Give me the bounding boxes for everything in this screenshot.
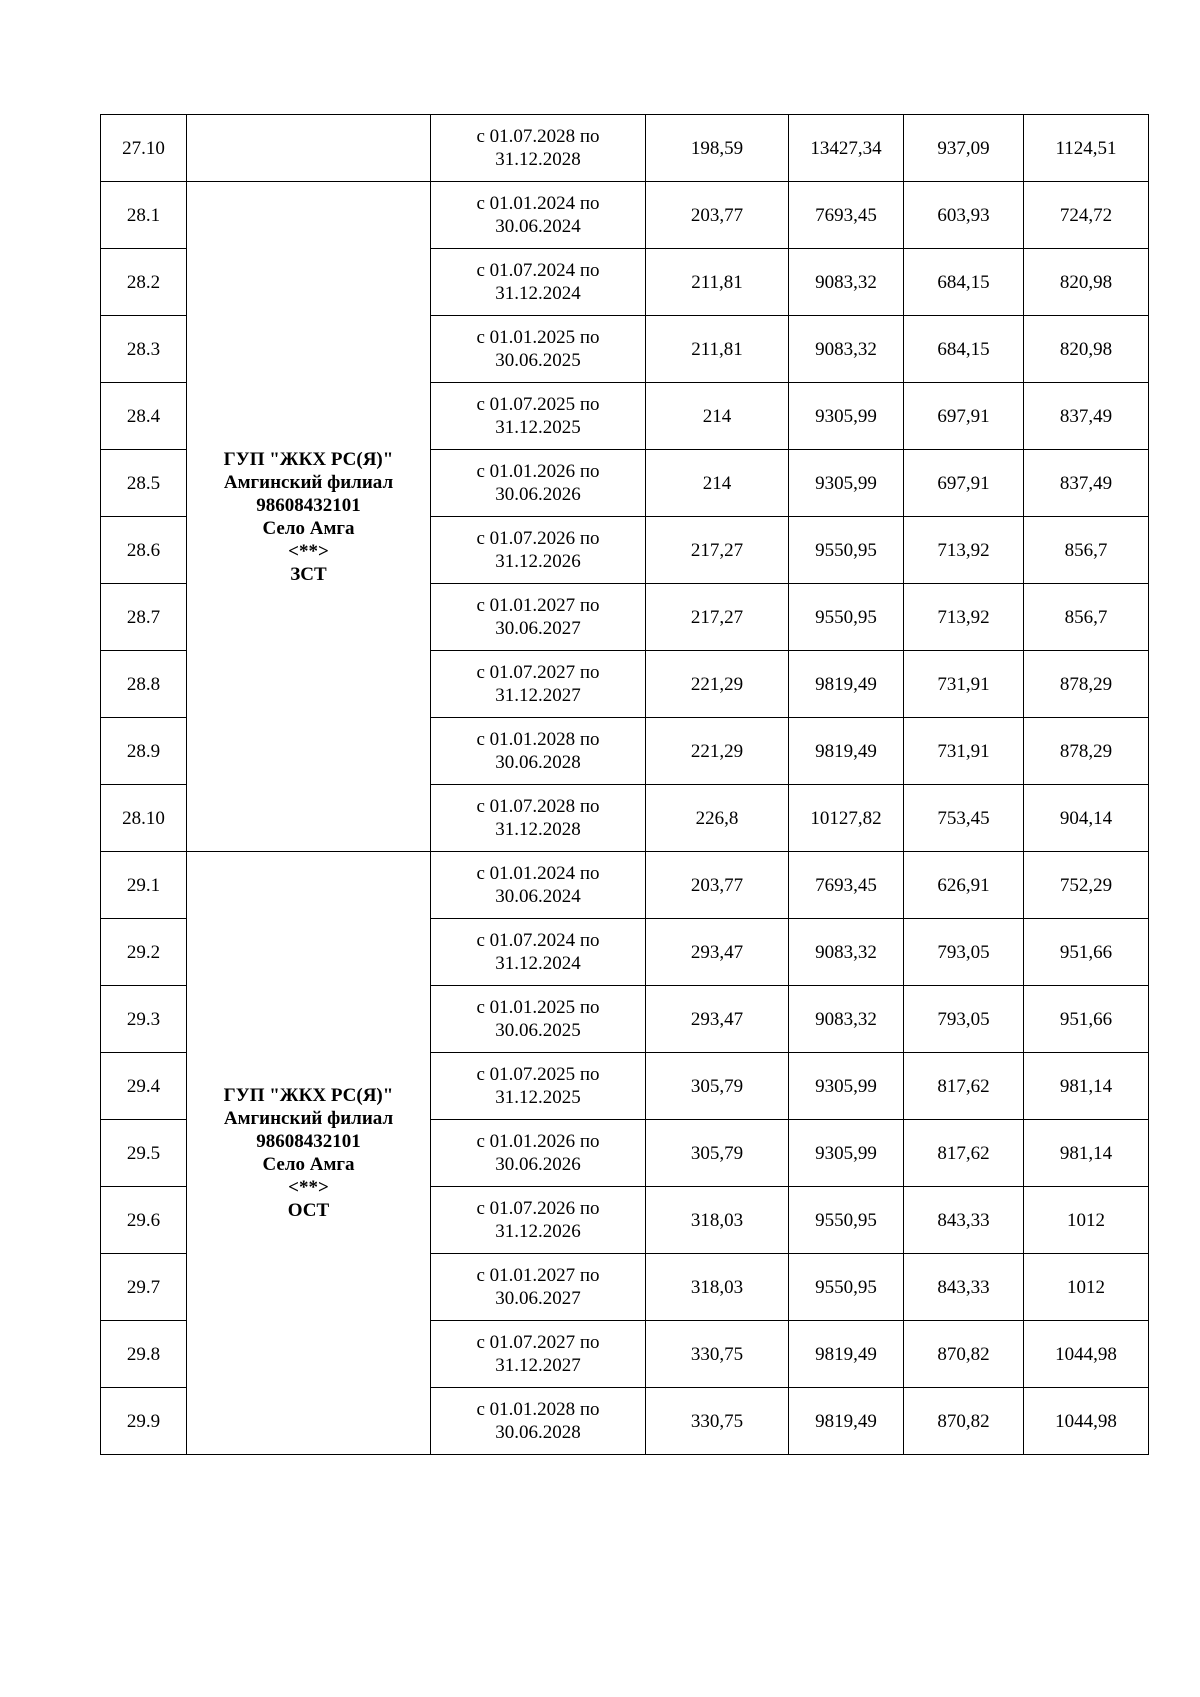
value-cell: 9550,95 xyxy=(789,517,904,584)
value-cell: 713,92 xyxy=(904,584,1024,651)
value-cell: 9305,99 xyxy=(789,1120,904,1187)
period-cell: с 01.01.2025 по 30.06.2025 xyxy=(431,316,646,383)
organization-code: 98608432101 xyxy=(256,1131,361,1152)
value-cell: 203,77 xyxy=(646,182,789,249)
period-cell: с 01.07.2024 по 31.12.2024 xyxy=(431,919,646,986)
tariff-table xyxy=(100,114,1149,1455)
row-number: 29.4 xyxy=(101,1053,187,1120)
period-cell: с 01.01.2027 по 30.06.2027 xyxy=(431,1254,646,1321)
value-cell: 1012 xyxy=(1024,1254,1149,1321)
value-cell: 697,91 xyxy=(904,383,1024,450)
value-cell: 981,14 xyxy=(1024,1120,1149,1187)
value-cell: 603,93 xyxy=(904,182,1024,249)
organization-branch: Амгинский филиал xyxy=(223,471,394,493)
row-number: 28.9 xyxy=(101,718,187,785)
value-cell: 7693,45 xyxy=(789,852,904,919)
organization-locality: Село Амга xyxy=(262,517,355,539)
organization-branch: Амгинский филиал xyxy=(223,1108,394,1129)
value-cell: 793,05 xyxy=(904,919,1024,986)
value-cell: 731,91 xyxy=(904,651,1024,718)
value-cell: 9305,99 xyxy=(789,450,904,517)
period-cell: с 01.01.2026 по 30.06.2026 xyxy=(431,450,646,517)
value-cell: 793,05 xyxy=(904,986,1024,1053)
value-cell: 305,79 xyxy=(646,1053,789,1120)
period-cell: с 01.07.2026 по 31.12.2026 xyxy=(431,517,646,584)
value-cell: 9305,99 xyxy=(789,1053,904,1120)
row-number: 28.3 xyxy=(101,316,187,383)
organization-locality: Село Амга xyxy=(262,1154,355,1175)
value-cell: 820,98 xyxy=(1024,249,1149,316)
organization-cell xyxy=(187,115,431,182)
period-cell: с 01.01.2028 по 30.06.2028 xyxy=(431,718,646,785)
value-cell: 305,79 xyxy=(646,1120,789,1187)
value-cell: 843,33 xyxy=(904,1187,1024,1254)
value-cell: 697,91 xyxy=(904,450,1024,517)
value-cell: 9305,99 xyxy=(789,383,904,450)
value-cell: 753,45 xyxy=(904,785,1024,852)
value-cell: 9083,32 xyxy=(789,249,904,316)
value-cell: 870,82 xyxy=(904,1388,1024,1455)
table-row xyxy=(101,182,1149,249)
period-cell: с 01.01.2028 по 30.06.2028 xyxy=(431,1388,646,1455)
row-number: 29.5 xyxy=(101,1120,187,1187)
value-cell: 1044,98 xyxy=(1024,1321,1149,1388)
value-cell: 626,91 xyxy=(904,852,1024,919)
value-cell: 226,8 xyxy=(646,785,789,852)
value-cell: 9550,95 xyxy=(789,1254,904,1321)
row-number: 29.6 xyxy=(101,1187,187,1254)
value-cell: 7693,45 xyxy=(789,182,904,249)
value-cell: 9083,32 xyxy=(789,919,904,986)
period-cell: с 01.07.2026 по 31.12.2026 xyxy=(431,1187,646,1254)
value-cell: 684,15 xyxy=(904,316,1024,383)
value-cell: 752,29 xyxy=(1024,852,1149,919)
value-cell: 198,59 xyxy=(646,115,789,182)
value-cell: 9083,32 xyxy=(789,986,904,1053)
value-cell: 904,14 xyxy=(1024,785,1149,852)
value-cell: 9550,95 xyxy=(789,1187,904,1254)
period-cell: с 01.01.2027 по 30.06.2027 xyxy=(431,584,646,651)
period-cell: с 01.01.2026 по 30.06.2026 xyxy=(431,1120,646,1187)
value-cell: 1012 xyxy=(1024,1187,1149,1254)
value-cell: 9819,49 xyxy=(789,1388,904,1455)
period-cell: с 01.07.2025 по 31.12.2025 xyxy=(431,1053,646,1120)
period-cell: с 01.01.2024 по 30.06.2024 xyxy=(431,182,646,249)
value-cell: 293,47 xyxy=(646,986,789,1053)
row-number: 28.2 xyxy=(101,249,187,316)
row-number: 29.2 xyxy=(101,919,187,986)
value-cell: 937,09 xyxy=(904,115,1024,182)
organization-cell xyxy=(187,852,431,1455)
value-cell: 981,14 xyxy=(1024,1053,1149,1120)
row-number: 28.1 xyxy=(101,182,187,249)
row-number: 28.8 xyxy=(101,651,187,718)
row-number: 29.9 xyxy=(101,1388,187,1455)
row-number: 27.10 xyxy=(101,115,187,182)
value-cell: 9550,95 xyxy=(789,584,904,651)
organization-note-mark: <**> xyxy=(288,540,329,562)
value-cell: 951,66 xyxy=(1024,919,1149,986)
table-row xyxy=(101,852,1149,919)
row-number: 28.10 xyxy=(101,785,187,852)
value-cell: 843,33 xyxy=(904,1254,1024,1321)
value-cell: 293,47 xyxy=(646,919,789,986)
row-number: 29.7 xyxy=(101,1254,187,1321)
value-cell: 837,49 xyxy=(1024,450,1149,517)
value-cell: 318,03 xyxy=(646,1187,789,1254)
value-cell: 13427,34 xyxy=(789,115,904,182)
value-cell: 724,72 xyxy=(1024,182,1149,249)
period-cell: с 01.01.2025 по 30.06.2025 xyxy=(431,986,646,1053)
value-cell: 731,91 xyxy=(904,718,1024,785)
organization-cell xyxy=(187,182,431,852)
value-cell: 9819,49 xyxy=(789,651,904,718)
value-cell: 870,82 xyxy=(904,1321,1024,1388)
value-cell: 713,92 xyxy=(904,517,1024,584)
period-cell: с 01.01.2024 по 30.06.2024 xyxy=(431,852,646,919)
value-cell: 203,77 xyxy=(646,852,789,919)
period-cell: с 01.07.2028 по 31.12.2028 xyxy=(431,115,646,182)
value-cell: 820,98 xyxy=(1024,316,1149,383)
value-cell: 214 xyxy=(646,450,789,517)
row-number: 29.8 xyxy=(101,1321,187,1388)
row-number: 28.6 xyxy=(101,517,187,584)
value-cell: 318,03 xyxy=(646,1254,789,1321)
value-cell: 330,75 xyxy=(646,1321,789,1388)
organization-note-mark: <**> xyxy=(288,1177,329,1198)
organization-code: 98608432101 xyxy=(256,494,361,516)
value-cell: 951,66 xyxy=(1024,986,1149,1053)
value-cell: 856,7 xyxy=(1024,517,1149,584)
organization-system-type: ЗСТ xyxy=(290,563,327,585)
value-cell: 221,29 xyxy=(646,651,789,718)
value-cell: 221,29 xyxy=(646,718,789,785)
value-cell: 817,62 xyxy=(904,1120,1024,1187)
period-cell: с 01.07.2028 по 31.12.2028 xyxy=(431,785,646,852)
value-cell: 217,27 xyxy=(646,517,789,584)
value-cell: 837,49 xyxy=(1024,383,1149,450)
organization-system-type: ОСТ xyxy=(287,1200,330,1221)
value-cell: 330,75 xyxy=(646,1388,789,1455)
value-cell: 1044,98 xyxy=(1024,1388,1149,1455)
row-number: 28.7 xyxy=(101,584,187,651)
value-cell: 211,81 xyxy=(646,316,789,383)
organization-name: ГУП "ЖКХ РС(Я)" xyxy=(223,448,394,470)
row-number: 28.4 xyxy=(101,383,187,450)
period-cell: с 01.07.2024 по 31.12.2024 xyxy=(431,249,646,316)
period-cell: с 01.07.2025 по 31.12.2025 xyxy=(431,383,646,450)
value-cell: 10127,82 xyxy=(789,785,904,852)
value-cell: 878,29 xyxy=(1024,651,1149,718)
row-number: 29.1 xyxy=(101,852,187,919)
value-cell: 878,29 xyxy=(1024,718,1149,785)
value-cell: 856,7 xyxy=(1024,584,1149,651)
row-number: 28.5 xyxy=(101,450,187,517)
tariff-table-body xyxy=(101,115,1149,1455)
value-cell: 1124,51 xyxy=(1024,115,1149,182)
value-cell: 9819,49 xyxy=(789,718,904,785)
value-cell: 9819,49 xyxy=(789,1321,904,1388)
value-cell: 817,62 xyxy=(904,1053,1024,1120)
value-cell: 684,15 xyxy=(904,249,1024,316)
period-cell: с 01.07.2027 по 31.12.2027 xyxy=(431,1321,646,1388)
value-cell: 9083,32 xyxy=(789,316,904,383)
period-cell: с 01.07.2027 по 31.12.2027 xyxy=(431,651,646,718)
row-number: 29.3 xyxy=(101,986,187,1053)
value-cell: 217,27 xyxy=(646,584,789,651)
value-cell: 214 xyxy=(646,383,789,450)
value-cell: 211,81 xyxy=(646,249,789,316)
table-row xyxy=(101,115,1149,182)
organization-name: ГУП "ЖКХ РС(Я)" xyxy=(223,1085,394,1106)
